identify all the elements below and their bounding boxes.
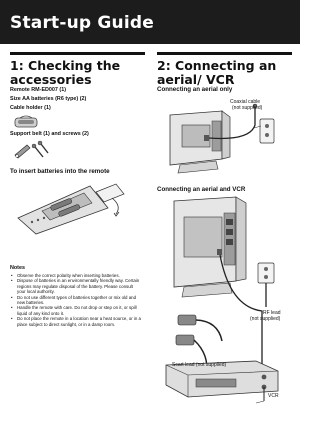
section-title-connecting: 2: Connecting an aerial/ VCR xyxy=(157,58,277,87)
coaxial-cable-label: Coaxial cable xyxy=(230,99,261,105)
section-rule xyxy=(157,52,292,55)
coaxial-not-supplied-label: (not supplied) xyxy=(232,105,263,111)
aerial-vcr-heading: Connecting an aerial and VCR xyxy=(157,186,246,193)
cable-holder-image xyxy=(14,114,40,130)
rf-lead-label: RF lead xyxy=(263,310,281,316)
item-support-belt: Support belt (1) and screws (2) xyxy=(10,131,89,137)
scart-lead-label: Scart lead (not supplied) xyxy=(172,362,227,368)
rf-not-supplied-label: (not supplied) xyxy=(250,316,281,322)
aerial-only-diagram xyxy=(160,95,290,175)
vcr-label: VCR xyxy=(268,393,279,399)
notes-title: Notes xyxy=(10,265,25,271)
item-remote: Remote RM-ED007 (1) xyxy=(10,87,67,93)
section-connecting-aerial xyxy=(157,52,292,87)
item-batteries: Size AA batteries (R6 type) (2) xyxy=(10,96,87,102)
note-item: • Observe the correct polarity when inserting batteries. xyxy=(10,273,142,278)
page-title: Start-up Guide xyxy=(10,13,154,33)
aerial-vcr-diagram xyxy=(160,195,293,423)
note-item: • Dispose of batteries in an environmentally friendly way. Certain regions may regulate disposal of the battery. Please consult your local authority. xyxy=(10,278,142,294)
batteries-heading: To insert batteries into the remote xyxy=(10,168,110,175)
notes-list xyxy=(10,273,142,327)
item-cable-holder: Cable holder (1) xyxy=(10,105,51,111)
note-item: • Do not place the remote in a location near a heat source, or in a place subject to direct sunlight, or in a damp room. xyxy=(10,316,142,327)
note-item: • Handle the remote with care. Do not drop or step on it, or spill liquid of any kind onto it. xyxy=(10,305,142,316)
remote-batteries-image xyxy=(12,178,137,236)
section-title-accessories: 1: Checking the accessories xyxy=(10,58,121,87)
support-belt-image xyxy=(13,139,51,163)
page-header xyxy=(0,0,300,44)
section-checking-accessories xyxy=(10,52,145,87)
section-rule xyxy=(10,52,145,55)
note-item: • Do not use different types of batteries together or mix old and new batteries. xyxy=(10,295,142,306)
aerial-only-heading: Connecting an aerial only xyxy=(157,86,233,93)
